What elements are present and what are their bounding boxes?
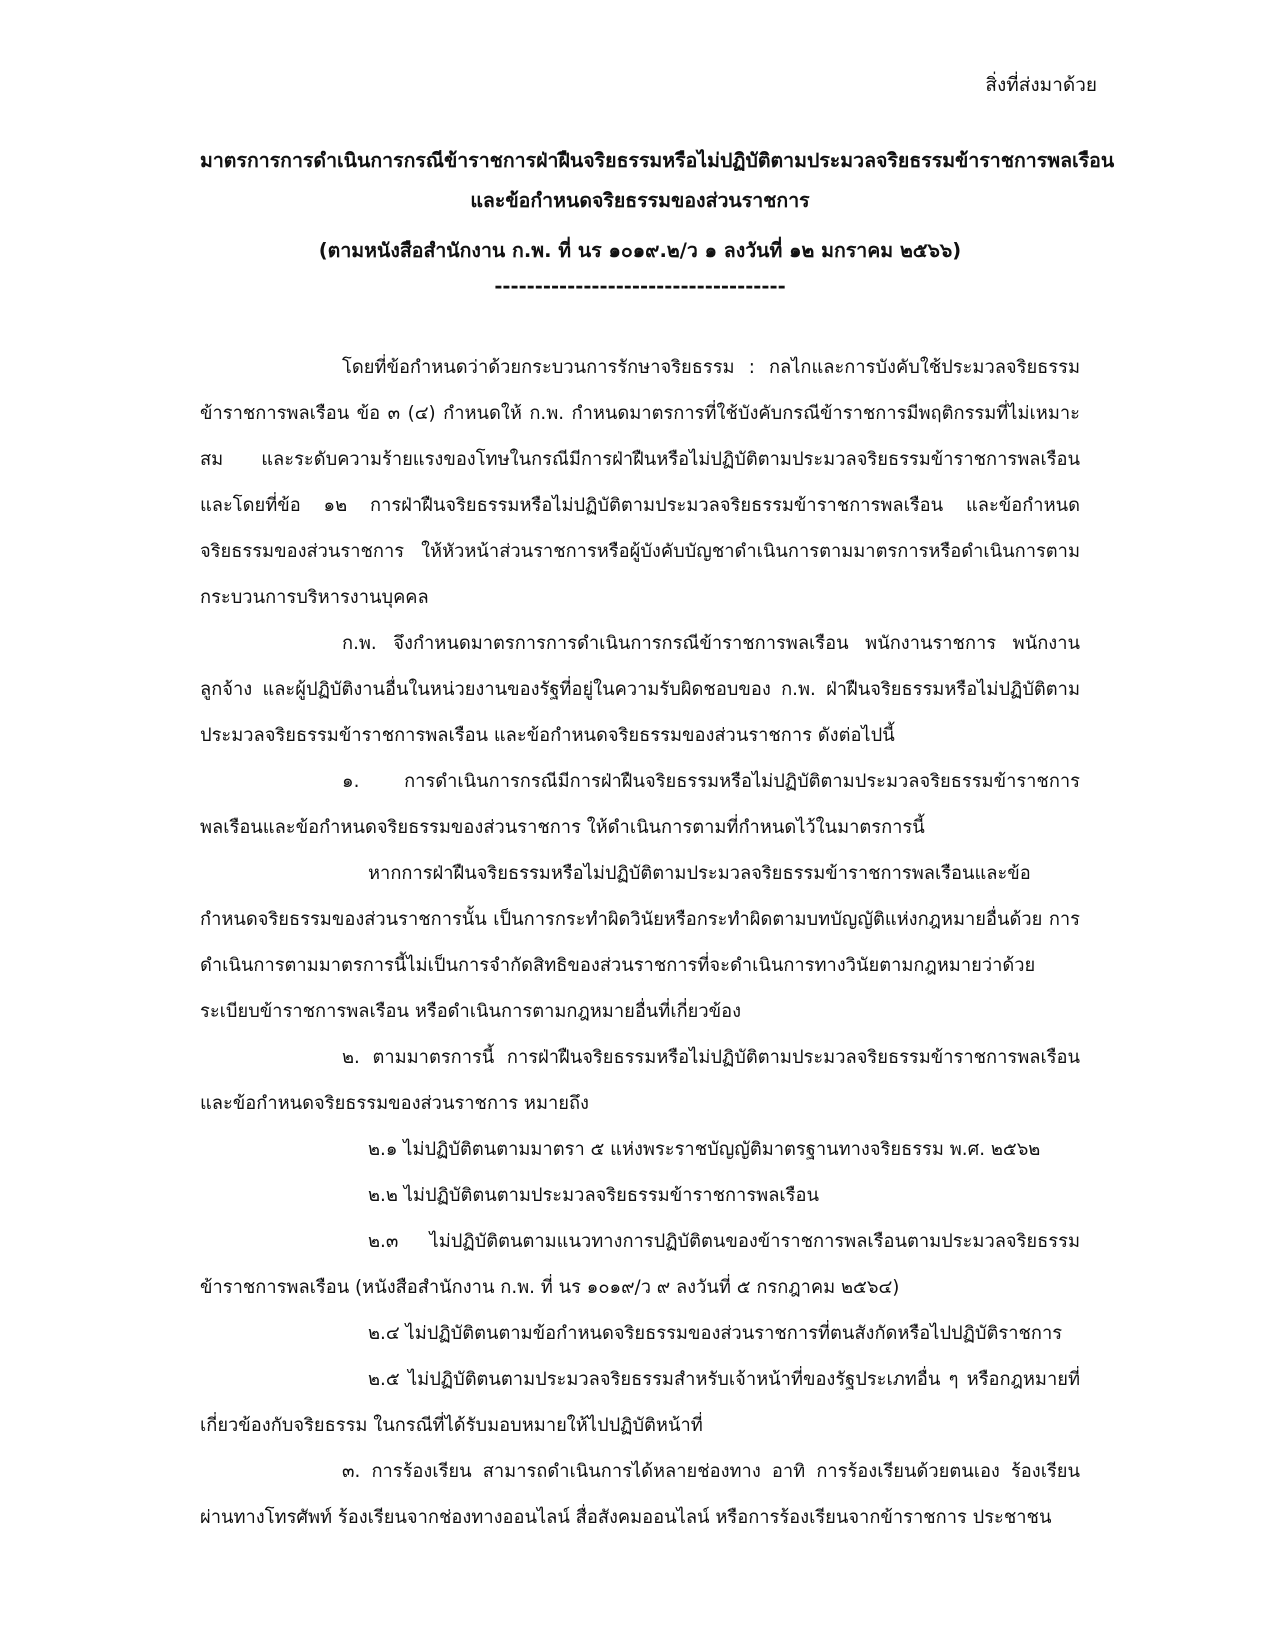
- document-body: [200, 345, 1080, 1541]
- title-separator: ------------------------------------: [494, 275, 786, 298]
- paragraph-ocsc-measure: ก.พ. จึงกำหนดมาตรการการดำเนินการกรณีข้าราชการพลเรือน พนักงานราชการ พนักงานลูกจ้าง และผู้ปฏิบัติงานอื่นในหน่วยงานของรัฐที่อยู่ในความรับผิดชอบของ ก.พ. ฝ่าฝืนจริยธรรมหรือไม่ปฏิบัติตามประมวลจริยธรรมข้าราชการพลเรือน และข้อกำหนดจริยธรรมของส่วนราชการ ดังต่อไปนี้: [200, 633, 1080, 746]
- sub-item-2-2: ๒.๒ ไม่ปฏิบัติตนตามประมวลจริยธรรมข้าราชการพลเรือน: [368, 1185, 819, 1206]
- enclosure-label: สิ่งที่ส่งมาด้วย: [985, 74, 1097, 96]
- paragraph-item-1: ๑. การดำเนินการกรณีมีการฝ่าฝืนจริยธรรมหรือไม่ปฏิบัติตามประมวลจริยธรรมข้าราชการพลเรือนและข้อกำหนดจริยธรรมของส่วนราชการ ให้ดำเนินการตามที่กำหนดไว้ในมาตรการนี้: [200, 771, 1080, 838]
- paragraph-item-2: ๒. ตามมาตรการนี้ การฝ่าฝืนจริยธรรมหรือไม่ปฏิบัติตามประมวลจริยธรรมข้าราชการพลเรือนและข้อกำหนดจริยธรรมของส่วนราชการ หมายถึง: [200, 1047, 1080, 1114]
- paragraph-preamble: โดยที่ข้อกำหนดว่าด้วยกระบวนการรักษาจริยธรรม : กลไกและการบังคับใช้ประมวลจริยธรรมข้าราชการพลเรือน ข้อ ๓ (๔) กำหนดให้ ก.พ. กำหนดมาตรการที่ใช้บังคับกรณีข้าราชการมีพฤติกรรมที่ไม่เหมาะสม และระดับความร้ายแรงของโทษในกรณีมีการฝ่าฝืนหรือไม่ปฏิบัติตามประมวลจริยธรรมข้าราชการพลเรือน และโดยที่ข้อ ๑๒ การฝ่าฝืนจริยธรรมหรือไม่ปฏิบัติตามประมวลจริยธรรมข้าราชการพลเรือน และข้อกำหนดจริยธรรมของส่วนราชการ ให้หัวหน้าส่วนราชการหรือผู้บังคับบัญชาดำเนินการตามมาตรการหรือดำเนินการตามกระบวนการบริหารงานบุคคล: [200, 357, 1080, 608]
- paragraph-item-3: ๓. การร้องเรียน สามารถดำเนินการได้หลายช่องทาง อาทิ การร้องเรียนด้วยตนเอง ร้องเรียนผ่านทางโทรศัพท์ ร้องเรียนจากช่องทางออนไลน์ สื่อสังคมออนไลน์ หรือการร้องเรียนจากข้าราชการ ประชาชน: [200, 1461, 1080, 1528]
- sub-item-2-4: ๒.๔ ไม่ปฏิบัติตนตามข้อกำหนดจริยธรรมของส่วนราชการที่ตนสังกัดหรือไปปฏิบัติราชการ: [368, 1323, 1063, 1344]
- document-reference-line: (ตามหนังสือสำนักงาน ก.พ. ที่ นร ๑๐๑๙.๒/ว ๑ ลงวันที่ ๑๒ มกราคม ๒๕๖๖): [318, 239, 962, 262]
- document-title-line-2: และข้อกำหนดจริยธรรมของส่วนราชการ: [470, 189, 810, 212]
- sub-item-2-3: ๒.๓ ไม่ปฏิบัติตนตามแนวทางการปฏิบัติตนของข้าราชการพลเรือนตามประมวลจริยธรรมข้าราชการพลเรือน (หนังสือสำนักงาน ก.พ. ที่ นร ๑๐๑๙/ว ๙ ลงวันที่ ๕ กรกฎาคม ๒๕๖๔): [200, 1231, 1080, 1298]
- sub-item-2-5: ๒.๕ ไม่ปฏิบัติตนตามประมวลจริยธรรมสำหรับเจ้าหน้าที่ของรัฐประเภทอื่น ๆ หรือกฎหมายที่เกี่ยวข้องกับจริยธรรม ในกรณีที่ได้รับมอบหมายให้ไปปฏิบัติหน้าที่: [200, 1369, 1080, 1436]
- paragraph-item-1-note: หากการฝ่าฝืนจริยธรรมหรือไม่ปฏิบัติตามประมวลจริยธรรมข้าราชการพลเรือนและข้อกำหนดจริยธรรมของส่วนราชการนั้น เป็นการกระทำผิดวินัยหรือกระทำผิดตามบทบัญญัติแห่งกฎหมายอื่นด้วย การดำเนินการตามมาตรการนี้ไม่เป็นการจำกัดสิทธิของส่วนราชการที่จะดำเนินการทางวินัยตามกฎหมายว่าด้วยระเบียบข้าราชการพลเรือน หรือดำเนินการตามกฎหมายอื่นที่เกี่ยวข้อง: [200, 863, 1080, 1022]
- sub-item-2-1: ๒.๑ ไม่ปฏิบัติตนตามมาตรา ๕ แห่งพระราชบัญญัติมาตรฐานทางจริยธรรม พ.ศ. ๒๕๖๒: [368, 1139, 1041, 1160]
- document-title-line-1: มาตรการการดำเนินการกรณีข้าราชการฝ่าฝืนจริยธรรมหรือไม่ปฏิบัติตามประมวลจริยธรรมข้าราชการพลเรือน: [200, 149, 1115, 172]
